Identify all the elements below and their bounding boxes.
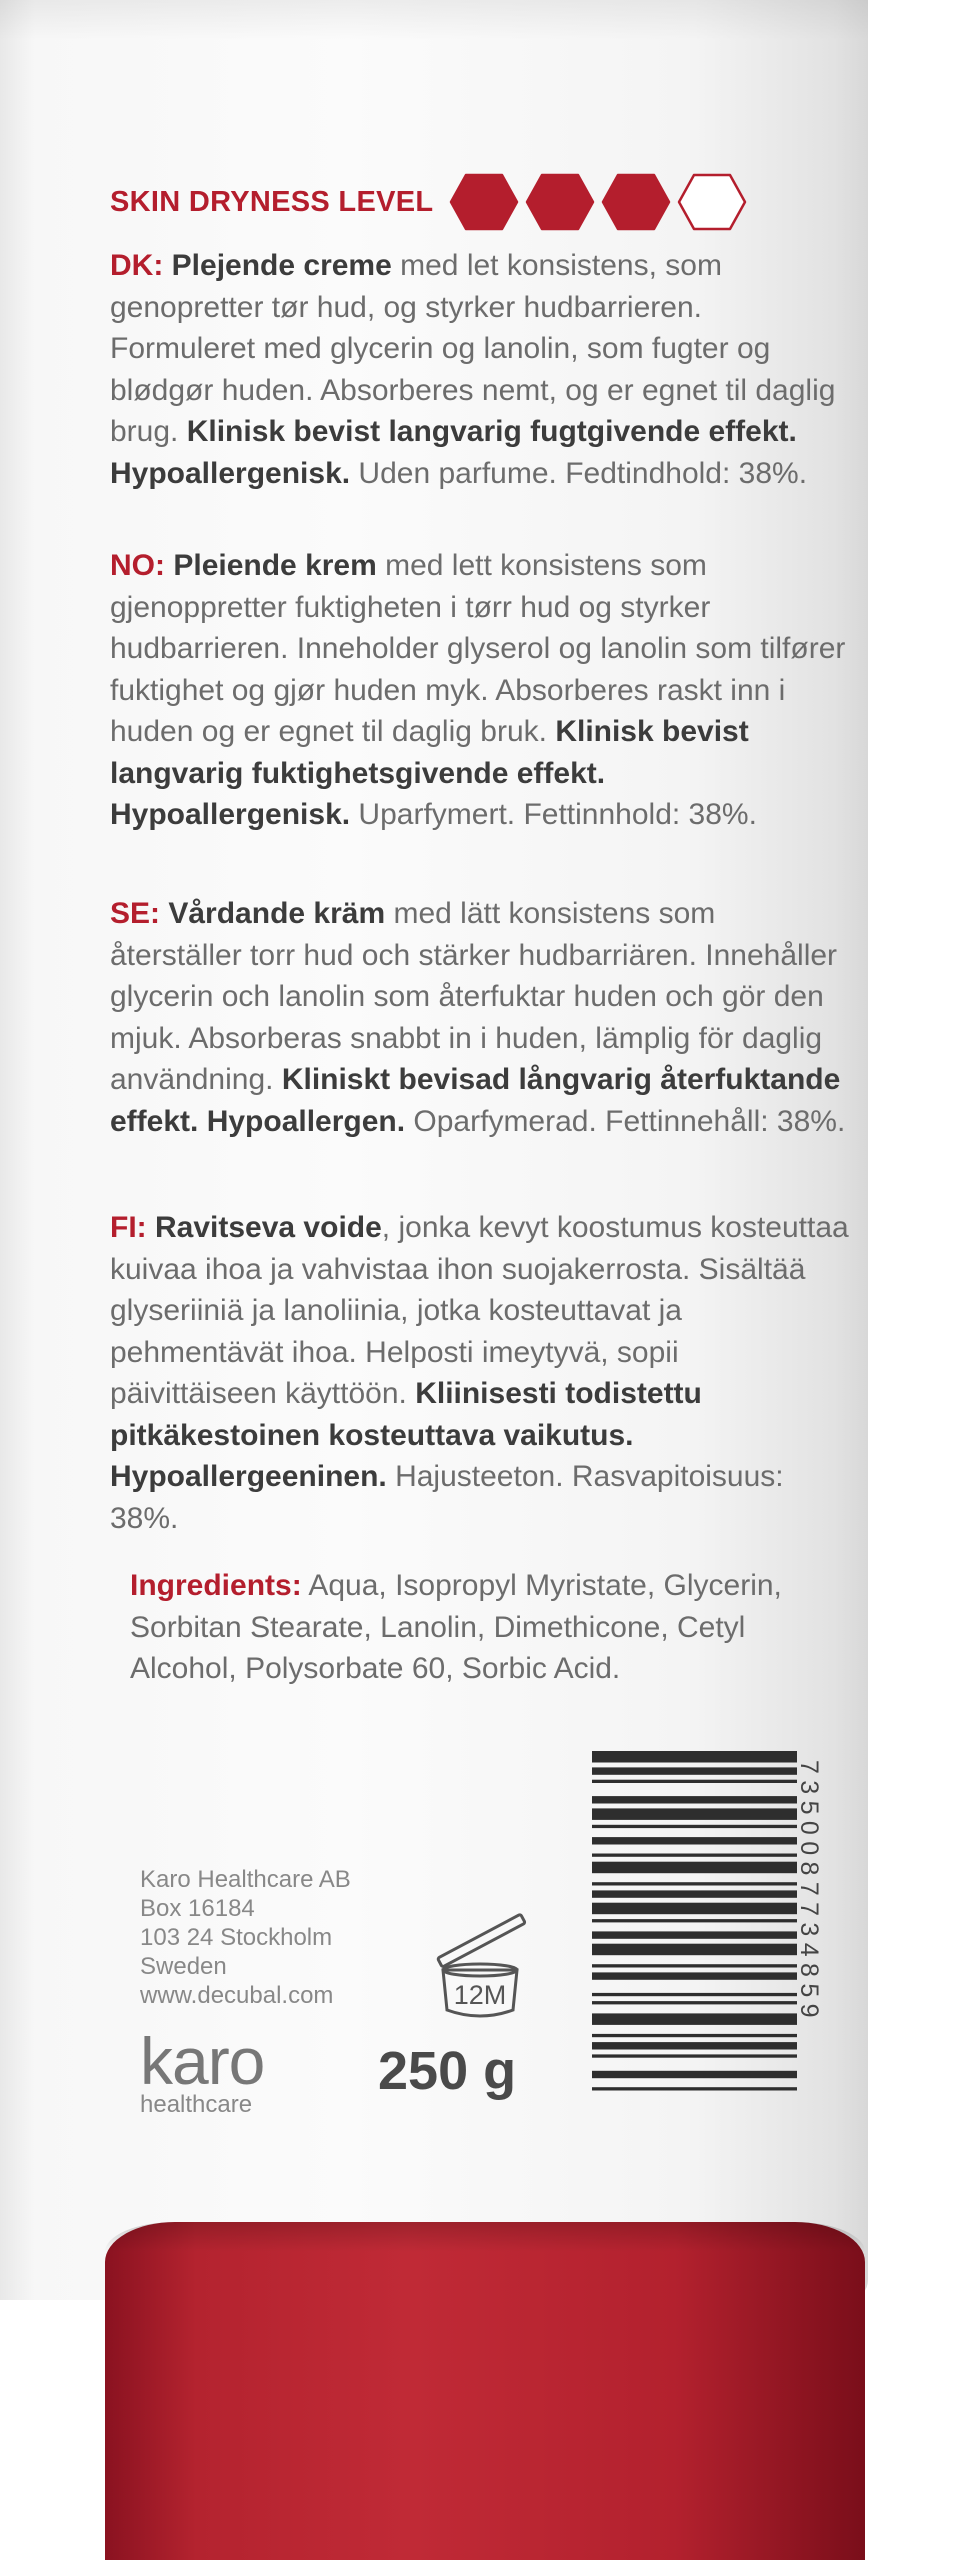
description-text-no: med lett konsistens som gjenoppretter fuktigheten i tørr hud og styrker hudbarrieren. Inneholder glyserol og lanolin som tilfører fuktighet og gjør huden myk. Absorberes raskt inn i huden og er egnet til daglig bruk.	[110, 549, 846, 748]
barcode-bar	[592, 2001, 797, 2004]
barcode-bar	[592, 2042, 797, 2049]
barcode-bar	[592, 2013, 797, 2025]
barcode-bar	[592, 1890, 797, 1897]
barcode-bar	[592, 1931, 797, 1938]
product-name-no: Pleiende krem	[173, 549, 377, 582]
dryness-hexagon-2	[525, 173, 595, 231]
claim-text-fi: Kliinisesti todistettu pitkäkestoinen kosteuttava vaikutus. Hypoallergeeninen.	[110, 1377, 702, 1493]
dryness-hexagons	[449, 173, 747, 231]
extra-text-fi: Hajusteeton. Rasvapitoisuus: 38%.	[110, 1460, 784, 1535]
barcode-bar	[592, 1751, 797, 1763]
dryness-hexagon-3	[601, 173, 671, 231]
dryness-hexagon-1	[449, 173, 519, 231]
barcode-bar	[592, 1919, 797, 1922]
barcode-bar	[592, 1808, 797, 1820]
company-website: www.decubal.com	[140, 1982, 334, 2009]
claim-text-no: Klinisk bevist langvarig fuktighetsgivende effekt. Hypoallergenisk.	[110, 715, 749, 831]
barcode-bar	[592, 1993, 797, 1996]
tube-cap-rim	[105, 2222, 865, 2252]
barcode-bar	[592, 1882, 797, 1885]
language-code-no: NO:	[110, 549, 165, 582]
norwegian-description	[110, 545, 850, 836]
barcode-bar	[592, 1780, 797, 1783]
barcode-bar	[592, 1944, 797, 1956]
company-country: Sweden	[140, 1953, 227, 1980]
barcode-bar	[592, 1862, 797, 1874]
barcode-bar	[592, 1854, 797, 1857]
skin-dryness-label: SKIN DRYNESS LEVEL	[110, 185, 434, 218]
open-jar-icon	[425, 1898, 535, 2038]
barcode-bar	[592, 2071, 797, 2078]
logo-word: karo	[140, 2024, 265, 2098]
period-after-opening-icon	[425, 1898, 535, 2038]
company-address	[140, 1865, 351, 2010]
barcode-number: 7350087734859	[795, 1760, 823, 2024]
barcode-bar	[592, 2054, 797, 2057]
logo-subtitle: healthcare	[140, 2091, 253, 2118]
danish-description	[110, 245, 850, 494]
barcode-bar	[592, 2034, 797, 2037]
extra-text-no: Uparfymert. Fettinnhold: 38%.	[350, 798, 757, 831]
skin-dryness-level	[110, 176, 747, 228]
dryness-hexagon-4	[677, 173, 747, 231]
barcode-bar	[592, 1767, 797, 1774]
ingredients-list: Aqua, Isopropyl Myristate, Glycerin, Sorbitan Stearate, Lanolin, Dimethicone, Cetyl Alcohol, Polysorbate 60, Sorbic Acid.	[130, 1569, 782, 1685]
description-text-fi: , jonka kevyt koostumus kosteuttaa kuivaa ihoa ja vahvistaa ihon suojakerrosta. Sisältää glyseriiniä ja lanoliinia, jotka kosteuttavat ja pehmentävät ihoa. Helposti imeytyvä, sopii päivittäiseen käyttöön.	[110, 1211, 849, 1410]
product-name-dk: Plejende creme	[171, 249, 392, 282]
swedish-description	[110, 893, 850, 1142]
barcode-bar	[592, 1837, 797, 1844]
claim-text-dk: Klinisk bevist langvarig fugtgivende effekt. Hypoallergenisk.	[110, 415, 797, 490]
barcode-bar	[592, 1796, 797, 1803]
pao-label: 12M	[453, 1980, 507, 2010]
language-code-fi: FI:	[110, 1211, 147, 1244]
net-weight: 250 g	[378, 2041, 517, 2101]
ingredients	[130, 1565, 830, 1690]
company-name: Karo Healthcare AB	[140, 1866, 351, 1893]
language-code-se: SE:	[110, 897, 161, 930]
claim-text-se: Kliniskt bevisad långvarig återfuktande effekt. Hypoallergen.	[110, 1063, 841, 1138]
product-name-fi: Ravitseva voide	[155, 1211, 382, 1244]
finnish-description	[110, 1207, 850, 1539]
ingredients-label: Ingredients:	[130, 1569, 302, 1602]
extra-text-dk: Uden parfume. Fedtindhold: 38%.	[350, 456, 808, 490]
barcode-bar	[592, 2087, 797, 2090]
barcode-bar	[592, 1825, 797, 1828]
karo-healthcare-logo	[140, 2024, 265, 2118]
tube-shadow	[0, 0, 868, 40]
company-city: 103 24 Stockholm	[140, 1924, 333, 1951]
description-text-dk: med let konsistens, som genopretter tør hud, og styrker hudbarrieren. Formuleret med glycerin og lanolin, som fugter og blødgør huden. Absorberes nemt, og er egnet til daglig brug.	[110, 249, 836, 448]
barcode	[590, 1745, 822, 2100]
barcode-bar	[592, 1964, 797, 1967]
barcode-bar	[592, 1972, 797, 1979]
company-box: Box 16184	[140, 1895, 255, 1922]
extra-text-se: Oparfymerad. Fettinnehåll: 38%.	[405, 1104, 846, 1138]
description-text-se: med lätt konsistens som återställer torr hud och stärker hudbarriären. Innehåller glycerin och lanolin som återfuktar huden och gör den mjuk. Absorberas snabbt in i huden, lämplig för daglig användning.	[110, 897, 838, 1096]
barcode-bar	[592, 1903, 797, 1915]
language-code-dk: DK:	[110, 249, 164, 282]
product-name-se: Vårdande kräm	[168, 897, 386, 930]
tube-cap	[105, 2222, 865, 2560]
